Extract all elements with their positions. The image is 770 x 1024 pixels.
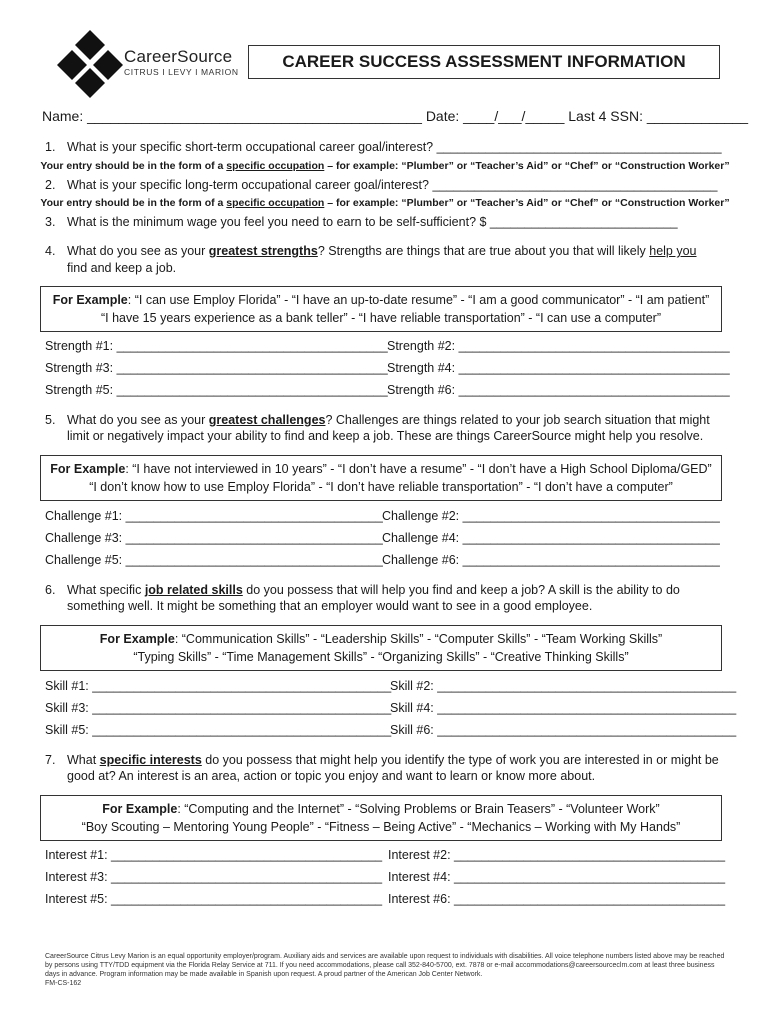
page-title: CAREER SUCCESS ASSESSMENT INFORMATION — [248, 45, 720, 79]
q4-mid: ? Strengths are things that are true about you that will likely — [317, 244, 650, 258]
skill-3-field[interactable]: Skill #3: ___________________________________________ — [45, 701, 392, 715]
q1-number: 1. — [45, 140, 56, 154]
challenge-3-field[interactable]: Challenge #3: _____________________________________ — [45, 531, 383, 545]
interest-5-field[interactable]: Interest #5: _______________________________________ — [45, 892, 383, 906]
skill-5-field[interactable]: Skill #5: ___________________________________________ — [45, 723, 392, 737]
q2-note-post: – for example: “Plumber” or “Teacher’s Aid” or “Chef” or “Construction Worker” — [324, 197, 730, 209]
q5-example-text1: : “I have not interviewed in 10 years” - “I don’t have a resume” - “I don’t have a High School Diploma/GED” — [125, 462, 712, 476]
q5-example-box — [40, 455, 722, 501]
q6-example-line2: “Typing Skills” - “Time Management Skills” - “Organizing Skills” - “Creative Thinking Skills” — [133, 650, 629, 664]
q5-line2: limit or negatively impact your ability to find and keep a job. These are things CareerSource might help you resolve. — [67, 429, 704, 443]
skill-6-field[interactable]: Skill #6: ___________________________________________ — [390, 723, 737, 737]
challenge-5-field[interactable]: Challenge #5: _____________________________________ — [45, 553, 383, 567]
challenge-4-field[interactable]: Challenge #4: _____________________________________ — [382, 531, 720, 545]
q5-example-label: For Example — [50, 462, 126, 476]
q2-note — [0, 197, 770, 209]
strength-1-field[interactable]: Strength #1: _______________________________________ — [45, 339, 388, 353]
q5-text — [67, 413, 710, 427]
q5-number: 5. — [45, 413, 56, 427]
strength-4-field[interactable]: Strength #4: _______________________________________ — [387, 361, 730, 375]
interest-2-field[interactable]: Interest #2: _______________________________________ — [388, 848, 726, 862]
strength-5-field[interactable]: Strength #5: _______________________________________ — [45, 383, 388, 397]
logo-sub: CITRUS I LEVY I MARION — [124, 67, 239, 77]
q6-number: 6. — [45, 583, 56, 597]
challenge-6-field[interactable]: Challenge #6: _____________________________________ — [382, 553, 720, 567]
q7-number: 7. — [45, 753, 56, 767]
q6-example-line1 — [41, 630, 721, 648]
q4-line2: find and keep a job. — [67, 261, 177, 275]
q5-post: ? Challenges are things related to your job search situation that might — [325, 413, 710, 427]
q6-line2: something well. It might be something that an employer would want to see in a good employee. — [67, 599, 593, 613]
q6-pre: What specific — [67, 583, 145, 597]
interest-1-field[interactable]: Interest #1: _______________________________________ — [45, 848, 383, 862]
q4-underlined: help you — [649, 244, 697, 258]
q6-example-text1: : “Communication Skills” - “Leadership Skills” - “Computer Skills” - “Team Working Skills” — [174, 632, 663, 646]
interest-3-field[interactable]: Interest #3: _______________________________________ — [45, 870, 383, 884]
q2-number: 2. — [45, 178, 56, 192]
challenge-2-field[interactable]: Challenge #2: _____________________________________ — [382, 509, 720, 523]
strength-6-field[interactable]: Strength #6: _______________________________________ — [387, 383, 730, 397]
q3-number: 3. — [45, 215, 56, 229]
skill-4-field[interactable]: Skill #4: ___________________________________________ — [390, 701, 737, 715]
q5-bold: greatest challenges — [208, 413, 326, 427]
form-id: FM-CS-162 — [45, 980, 82, 987]
name-date-ssn-line[interactable]: Name: ___________________________________________ Date: ____/___/_____ Last 4 SSN: _____________ — [42, 108, 749, 124]
footer — [45, 952, 725, 988]
q7-example-box — [40, 795, 722, 841]
q6-bold: job related skills — [144, 583, 243, 597]
q1-text[interactable]: What is your specific short-term occupational career goal/interest? _________________________________________ — [67, 140, 722, 154]
q6-post: do you possess that will help you find and keep a job? A skill is the ability to do — [242, 583, 680, 597]
q4-text — [67, 244, 697, 258]
q6-example-box — [40, 625, 722, 671]
skill-2-field[interactable]: Skill #2: ___________________________________________ — [390, 679, 737, 693]
q4-pre: What do you see as your — [67, 244, 209, 258]
q7-post: do you possess that might help you identify the type of work you are interested in or might be — [201, 753, 719, 767]
q2-note-pre: Your entry should be in the form of a — [40, 197, 227, 209]
q7-text — [67, 753, 719, 767]
q4-example-text1: : “I can use Employ Florida” - “I have an up-to-date resume” - “I am a good communicator” - “I am patient” — [127, 293, 710, 307]
q4-example-box — [40, 286, 722, 332]
q7-example-line2: “Boy Scouting – Mentoring Young People” - “Fitness – Being Active” - “Mechanics – Working with My Hands” — [81, 820, 681, 834]
q6-example-label: For Example — [99, 632, 175, 646]
challenge-1-field[interactable]: Challenge #1: _____________________________________ — [45, 509, 383, 523]
footer-disclaimer: CareerSource Citrus Levy Marion is an equal opportunity employer/program. Auxiliary aids and services are available upon request to individuals with disabilities. All voice telephone numbers listed above may be reached by persons using TTY/TDD equipment via the Florida Relay Service at 711. If you need accommodations, please call 352-840-5700, ext. 7878 or e-mail accommodations@careersourceclm.com at least three business days in advance. Program information may be made available in Spanish upon request. A proud partner of the American Job Center Network. — [45, 953, 725, 978]
q1-note-post: – for example: “Plumber” or “Teacher’s Aid” or “Chef” or “Construction Worker” — [324, 160, 730, 172]
q7-example-text1: : “Computing and the Internet” - “Solving Problems or Brain Teasers” - “Volunteer Work” — [177, 802, 660, 816]
interest-4-field[interactable]: Interest #4: _______________________________________ — [388, 870, 726, 884]
q7-line2: good at? An interest is an area, action or topic you enjoy and want to learn or know more about. — [67, 769, 596, 783]
q4-number: 4. — [45, 244, 56, 258]
logo-brand: CareerSource — [124, 47, 233, 66]
q4-example-line2: “I have 15 years experience as a bank teller” - “I have reliable transportation” - “I can use a computer” — [101, 311, 661, 325]
q1-note-underlined: specific occupation — [226, 160, 325, 172]
q3-text[interactable]: What is the minimum wage you feel you need to earn to be self-sufficient? $ ___________________________ — [67, 215, 678, 229]
q5-pre: What do you see as your — [67, 413, 209, 427]
careersource-logo-icon — [55, 28, 125, 98]
q6-text — [67, 583, 680, 597]
q7-pre: What — [67, 753, 100, 767]
q4-example-label: For Example — [52, 293, 128, 307]
q7-example-line1 — [41, 800, 721, 818]
q1-note — [0, 160, 770, 172]
skill-1-field[interactable]: Skill #1: ___________________________________________ — [45, 679, 392, 693]
q5-example-line1 — [41, 460, 721, 478]
q2-text[interactable]: What is your specific long-term occupational career goal/interest? _________________________________________ — [67, 178, 718, 192]
q4-bold: greatest strengths — [208, 244, 318, 258]
interest-6-field[interactable]: Interest #6: _______________________________________ — [388, 892, 726, 906]
q7-bold: specific interests — [99, 753, 202, 767]
strength-3-field[interactable]: Strength #3: _______________________________________ — [45, 361, 388, 375]
q1-note-pre: Your entry should be in the form of a — [40, 160, 227, 172]
q5-example-line2: “I don’t know how to use Employ Florida” - “I don’t have reliable transportation” - “I don’t have a computer” — [89, 480, 673, 494]
q7-example-label: For Example — [102, 802, 178, 816]
q4-example-line1 — [41, 291, 721, 309]
strength-2-field[interactable]: Strength #2: _______________________________________ — [387, 339, 730, 353]
q2-note-underlined: specific occupation — [226, 197, 325, 209]
